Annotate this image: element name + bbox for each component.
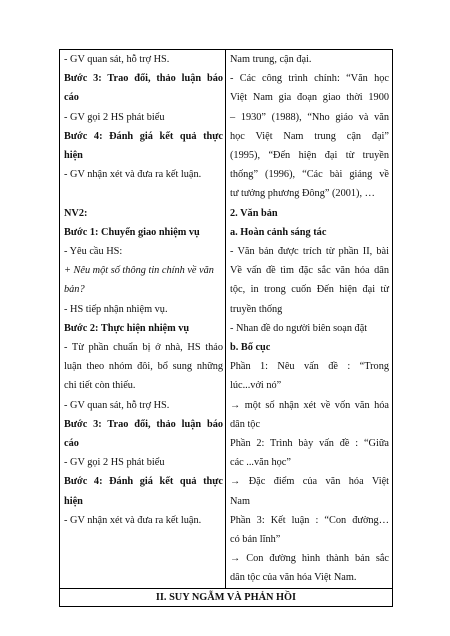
activity-line: - GV gọi 2 HS phát biểu — [64, 111, 165, 123]
content-line: Phần 2: Trình bày vấn đề : “Giữa — [230, 438, 389, 450]
content-line: tộc, in trong cuốn Đến hiện đại từ — [230, 284, 389, 296]
activity-line: luận theo nhóm đôi, bổ sung những — [64, 361, 223, 373]
activity-line: - GV quan sát, hỗ trợ HS. — [64, 54, 170, 65]
activity-line: + Nêu một số thông tin chính về văn — [64, 265, 214, 277]
content-line: - Văn bản được trích từ phần II, bài — [230, 246, 389, 258]
content-line: – 1930” (1988), “Nho giáo và văn — [230, 111, 389, 123]
content-line: Nam trung, cận đại. — [230, 54, 312, 65]
content-line: Phần 3: Kết luận : “Con đường… — [230, 514, 389, 526]
content-line: có bản lĩnh” — [230, 534, 281, 546]
activity-line: - GV quan sát, hỗ trợ HS. — [64, 399, 170, 411]
content-line: - Nhan đề do người biên soạn đặt — [230, 322, 368, 334]
activity-line: cáo — [64, 92, 79, 104]
activity-line: hiện — [64, 150, 83, 162]
content-line: lúc...vởi nó” — [230, 380, 282, 392]
content-line: tư tưởng phương Đông” (2001), … — [230, 188, 375, 200]
content-line: dân tộc của văn hóa Việt Nam. — [230, 572, 357, 584]
activity-line: cáo — [64, 438, 79, 450]
content-line: → Đặc điểm của văn hóa Việt — [230, 476, 389, 488]
activity-line: - GV nhận xét và đưa ra kết luận. — [64, 514, 202, 526]
content-line: thống” (1996), “Các bài giảng về — [230, 169, 389, 181]
content-line: các ...văn học” — [230, 457, 291, 469]
content-line: (1995), “Đến hiện đại từ truyền — [230, 150, 389, 162]
content-line: b. Bố cục — [230, 342, 271, 354]
activity-line: - GV nhận xét và đưa ra kết luận. — [64, 169, 202, 181]
activity-line: - Từ phần chuẩn bị ở nhà, HS thảo — [64, 342, 223, 354]
content-line: 2. Văn bản — [230, 207, 278, 219]
activity-line: Bước 3: Trao đổi, thảo luận báo — [64, 418, 223, 430]
activity-line: Bước 3: Trao đổi, thảo luận báo — [64, 73, 223, 85]
activity-line: Bước 2: Thực hiện nhiệm vụ — [64, 322, 190, 334]
content-line: dân tộc — [230, 418, 261, 430]
content-line: Nam — [230, 495, 251, 507]
content-line: - Các công trình chính: “Văn học — [230, 73, 389, 85]
activity-line: - HS tiếp nhận nhiệm vụ. — [64, 303, 168, 315]
content-line: Việt Nam gia đoạn giao thời 1900 — [230, 92, 389, 104]
content-line: học Việt Nam trung cận đại” — [230, 130, 389, 142]
content-line: a. Hoàn cảnh sáng tác — [230, 226, 327, 238]
activity-line — [64, 184, 223, 203]
section-heading: II. SUY NGẪM VÀ PHẢN HỒI — [60, 588, 392, 606]
content-column — [226, 50, 392, 588]
content-line: → Con đường hình thành bản sắc — [230, 553, 389, 565]
activity-line: bản? — [64, 284, 85, 296]
content-line: Về vấn đề tìm đặc sắc văn hóa dân — [230, 265, 389, 277]
activity-line: Bước 4: Đánh giá kết quả thực — [64, 130, 223, 142]
activity-line: - Yêu cầu HS: — [64, 246, 123, 258]
content-row — [60, 50, 392, 588]
activity-line: chi tiết còn thiếu. — [64, 380, 136, 392]
activities-column — [60, 50, 226, 588]
activity-line: Bước 4: Đánh giá kết quả thực — [64, 476, 223, 488]
content-line: Phần 1: Nêu vấn đề : “Trong — [230, 361, 389, 373]
content-line: → một số nhận xét về vốn văn hóa — [230, 399, 389, 411]
activity-line: - GV gọi 2 HS phát biểu — [64, 457, 165, 469]
lesson-table — [59, 49, 393, 607]
activity-line: NV2: — [64, 207, 88, 219]
activity-line: hiện — [64, 495, 83, 507]
activity-line: Bước 1: Chuyển giao nhiệm vụ — [64, 226, 200, 238]
content-line: truyền thống — [230, 303, 283, 315]
